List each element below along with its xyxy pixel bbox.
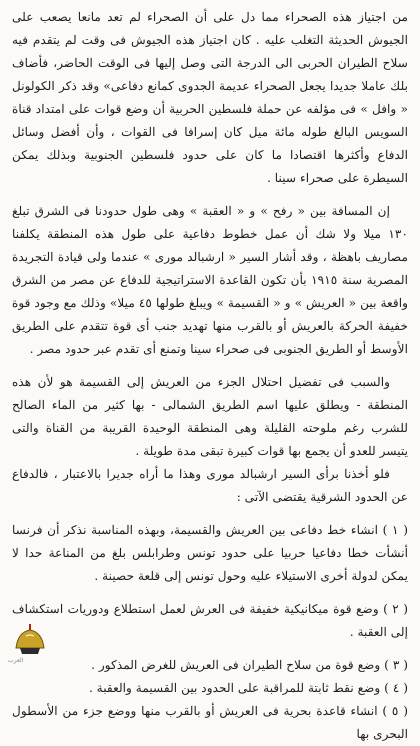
paragraph-gap xyxy=(12,509,408,519)
watermark-label: العرب xyxy=(8,657,24,664)
list-gap xyxy=(12,644,408,654)
watermark-logo-icon xyxy=(6,618,54,666)
list-item-2: ( ٢ ) وضع قوة ميكانيكية خفيفة فى العرش لعمل استطلاع ودوريات استكشاف إلى العقبة . xyxy=(12,602,408,639)
document-page xyxy=(12,6,408,741)
list-item-4: ( ٤ ) وضع نقط ثابتة للمراقبة على الحدود بين القسيمة والعقبة . xyxy=(88,681,408,695)
list-item-3: ( ٣ ) وضع قوة من سلاح الطيران فى العريش للغرض المذكور . xyxy=(91,658,408,672)
list-gap xyxy=(12,588,408,598)
paragraph-arish-qusaima: والسبب فى تفضيل احتلال الجزء من العريش إلى القسيمة هو لأن هذه المنطقة - ويطلق عليها اسم الطريق الشمالى - بها كثير من الماء الصالح للشرب رغم ملوحته القليلة وهى المنطقة الوحيدة القريبة من القناة والتى يتيسر للعدو أن يجمع بها قوات كبيرة تبقى مدة طويلة . xyxy=(12,375,408,458)
paragraph-gap xyxy=(12,190,408,200)
paragraph-murray-view: فلو أخذنا برأى السير ارشبالد مورى وهذا ما أراه جديرا بالاعتبار ، فالدفاع عن الحدود الشرقية يقتضى الآتى : xyxy=(12,467,408,504)
paragraph-gap xyxy=(12,361,408,371)
list-item-1: ( ١ ) انشاء خط دفاعى بين العريش والقسيمة، وبهذه المناسبة نذكر أن فرنسا أنشأت خطا دفاعيا حربيا على حدود تونس وطرابلس بلغ من المناعة حدا لا يمكن لدولة أخرى الاستيلاء عليه وحول تونس إلى قلعة حصينة . xyxy=(12,523,408,583)
paragraph-rafah-aqaba: إن المسافة بين « رفح » و « العقبة » وهى طول حدودنا فى الشرق تبلغ ١٣٠ ميلا ولا شك أن عمل خطوط دفاعية على طول هذه المنطقة يكلفنا مصاريف باهظة ، وقد أشار السير « ارشبالد مورى » عندما ولى قيادة التجريدة المصرية سنة ١٩١٥ بأن تكون القاعدة الاستراتيجية للدفاع عن مصر من الشرق واقعة بين « العريش » و « القسيمة » ويبلغ طولها ٤٥ ميلا» وذلك مع وجود قوة خفيفة الحركة بالعريش أو بالقرب منها تهديد جنب أى قوة تتقدم على الطريق الأوسط أو الطريق الجنوبى فى صحراء سينا وتمنع أى تقدم عبر حدود مصر . xyxy=(12,204,408,356)
list-item-5: ( ٥ ) انشاء قاعدة بحرية فى العريش أو بالقرب منها ووضع جزء من الأسطول البحرى بها xyxy=(12,704,408,741)
paragraph-desert-crossing: من اجتياز هذه الصحراء مما دل على أن الصحراء لم تعد مانعا يصعب على الجيوش الحديثة التغلب عليه . كان اجتياز هذه الجيوش فى وقت لم يتقدم فيه سلاح الطيران الحربى الى الدرجة التى وصل إليها فى الوقت الحاضر، فأضاف بلك عاملا جديدا يجعل الصحراء عديمة الجدوى كمانع دفاعى» وقد ذكر الكولونل « وافل » فى مؤلفه عن حملة فلسطين الحربية أن وضع قوات على امتداد قناة السويس البالغ طوله مائة ميل كان إسرافا فى القوات ، وأن أفضل وسائل الدفاع وأكثرها اقتصادا ما كان على حدود فلسطين الجنوبية وبذلك يمكن السيطرة على صحراء سينا . xyxy=(12,10,408,185)
